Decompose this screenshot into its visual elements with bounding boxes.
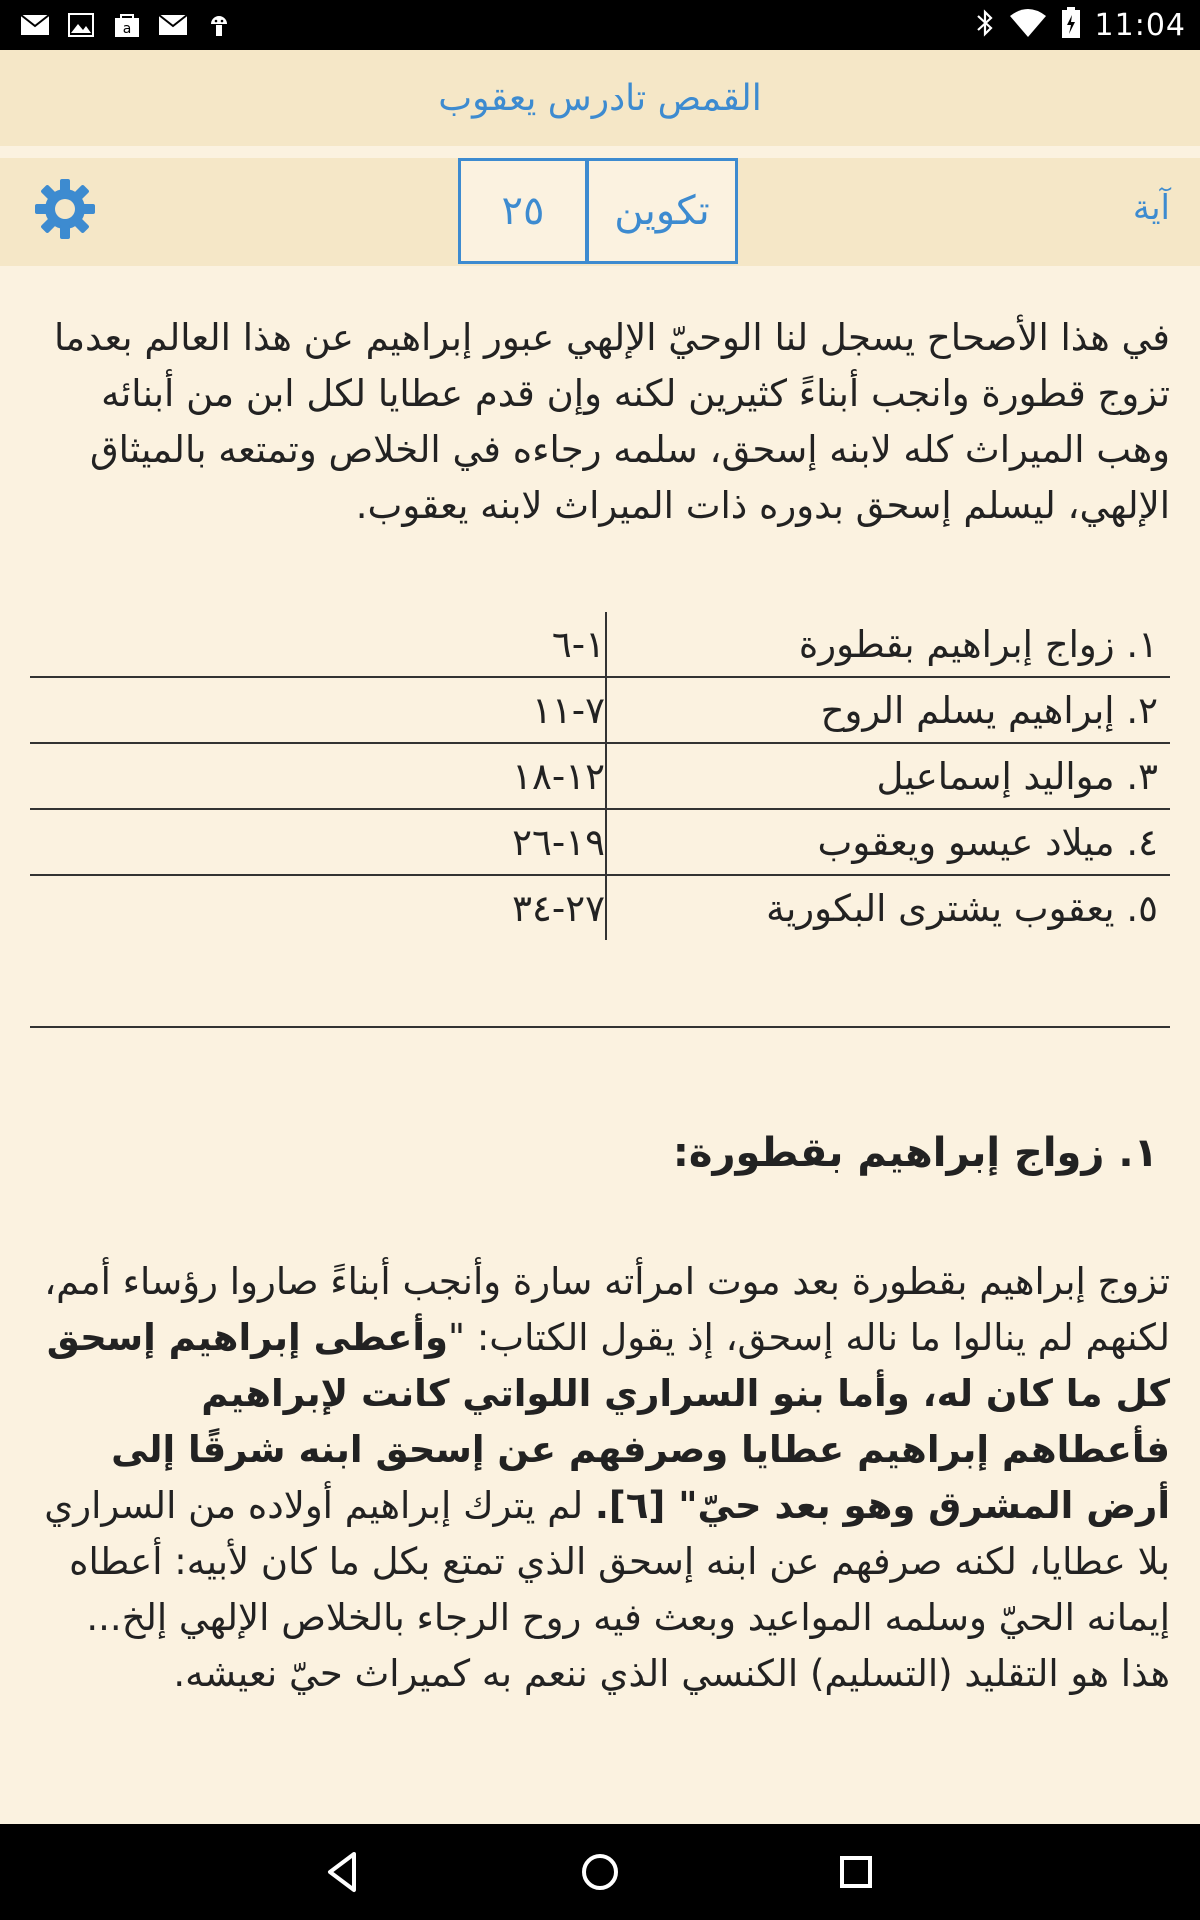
outline-range-cell — [30, 875, 606, 940]
toolbar — [0, 158, 1200, 266]
back-icon[interactable] — [316, 1844, 372, 1900]
section-body — [30, 1254, 1170, 1702]
outline-title: ٤. ميلاد عيسو ويعقوب — [606, 809, 1170, 875]
chapter-selector[interactable]: ٢٥ — [458, 158, 588, 264]
table-row[interactable] — [30, 809, 1170, 875]
outline-table — [30, 612, 1170, 940]
bluetooth-icon — [975, 8, 995, 42]
verse-selector[interactable]: آية — [1132, 188, 1170, 228]
system-icons — [975, 0, 1186, 50]
section-divider — [30, 1026, 1170, 1028]
mail-icon — [20, 13, 50, 37]
clock: 11:04 — [1094, 7, 1186, 43]
settings-gear-icon[interactable] — [30, 174, 100, 244]
outline-title: ٥. يعقوب يشترى البكورية — [766, 886, 1158, 930]
table-row[interactable] — [30, 743, 1170, 809]
table-row[interactable] — [30, 875, 1170, 940]
outline-range: ٧-١١ — [532, 688, 605, 732]
navigation-bar — [0, 1824, 1200, 1920]
notification-icons — [20, 0, 234, 50]
chapter-content — [30, 266, 1170, 1702]
body-text: لم يترك إبراهيم أولاده من السراري بلا عطايا، لكنه صرفهم عن ابنه إسحق الذي تمتع بكل ما كان لأبيه: أعطاه إيمانه الحيّ وسلمه المواعيد وبعث فيه روح الرجاء بالخلاص الإلهي إلخ... هذا هو التقليد (التسليم) الكنسي الذي ننعم به كميراث حيّ نعيشه. — [44, 1484, 1170, 1695]
title-bar — [0, 50, 1200, 146]
wifi-icon — [1009, 8, 1047, 42]
image-icon — [66, 13, 96, 37]
recents-icon[interactable] — [828, 1844, 884, 1900]
book-selector[interactable]: تكوين — [586, 158, 738, 264]
body-text: تزوج إبراهيم بقطورة بعد موت امرأته سارة وأنجب أبناءً صاروا رؤساء أمم، لكنهم لم ينالوا ما ناله إسحق، إذ يقول الكتاب: " — [44, 1260, 1170, 1359]
outline-range: ٢٧-٣٤ — [512, 886, 605, 930]
outline-range-cell — [30, 809, 606, 875]
svg-text:a: a — [122, 21, 132, 37]
section-heading: ١. زواج إبراهيم بقطورة: — [672, 1130, 1158, 1176]
outline-range: ١٩-٢٦ — [512, 820, 605, 864]
page-title: القمص تادرس يعقوب — [438, 77, 762, 119]
outline-range-cell — [30, 743, 606, 809]
status-bar — [0, 0, 1200, 50]
outline-range-cell — [30, 612, 606, 677]
mail-icon — [158, 13, 188, 37]
outline-range: ١٢-١٨ — [512, 754, 605, 798]
outline-title: ١. زواج إبراهيم بقطورة — [606, 612, 1170, 677]
battery-icon — [1061, 7, 1081, 43]
table-row[interactable] — [30, 612, 1170, 677]
outline-title: ٣. مواليد إسماعيل — [606, 743, 1170, 809]
intro-paragraph: في هذا الأصحاح يسجل لنا الوحيّ الإلهي عبور إبراهيم عن هذا العالم بعدما تزوج قطورة وانجب أبناءً كثيرين لكنه وإن قدم عطايا لكل ابن من أبنائه وهب الميراث كله لابنه إسحق، سلمه رجاءه في الخلاص وتمتعه بالميثاق الإلهي، ليسلم إسحق بدوره ذات الميراث لابنه يعقوب. — [53, 316, 1170, 527]
android-icon — [204, 13, 234, 37]
outline-range-cell — [30, 677, 606, 743]
scripture-quote: وأعطى إبراهيم إسحق كل ما كان له، وأما بنو السراري اللواتي كانت لإبراهيم فأعطاهم إبراهيم عطايا وصرفهم عن إسحق ابنه شرقًا إلى أرض المشرق وهو بعد حيّ" [٦]. — [46, 1316, 1170, 1527]
store-icon — [112, 13, 142, 37]
outline-title: ٢. إبراهيم يسلم الروح — [606, 677, 1170, 743]
table-row[interactable] — [30, 677, 1170, 743]
home-icon[interactable] — [572, 1844, 628, 1900]
outline-range: ١-٦ — [551, 622, 605, 666]
